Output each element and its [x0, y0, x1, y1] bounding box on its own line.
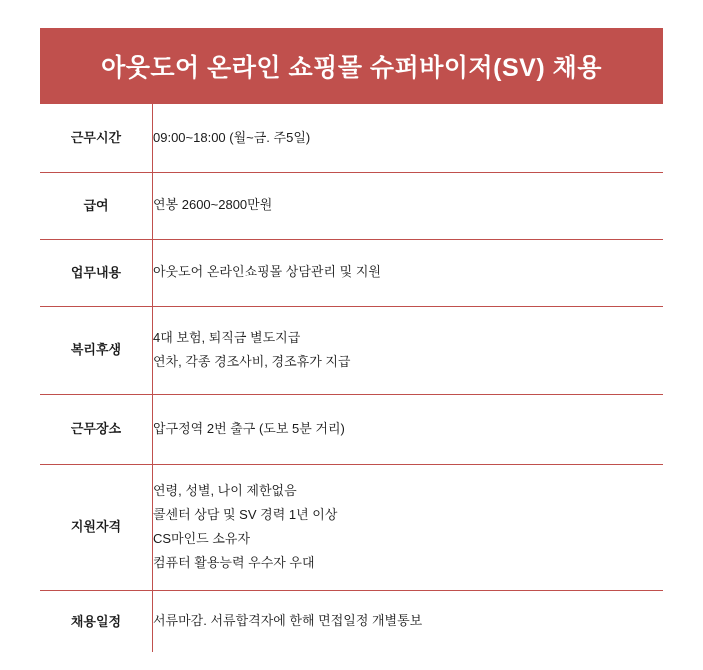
- table-row: [40, 394, 663, 464]
- row-value-line: 09:00~18:00 (월~금. 주5일): [153, 129, 311, 145]
- row-label: 지원자격: [40, 464, 153, 590]
- row-label: 근무장소: [40, 394, 153, 464]
- row-value: [153, 590, 664, 652]
- row-value-line: 아웃도어 온라인쇼핑몰 상담관리 및 지원: [153, 264, 381, 280]
- row-value: [153, 104, 664, 172]
- table-row: [40, 172, 663, 239]
- row-value-line: 컴퓨터 활용능력 우수자 우대: [153, 555, 315, 571]
- row-value: [153, 464, 664, 590]
- table-row: [40, 464, 663, 590]
- table-row: [40, 590, 663, 652]
- page-title: 아웃도어 온라인 쇼핑몰 슈퍼바이저(SV) 채용: [101, 54, 602, 82]
- row-value: [153, 239, 664, 306]
- row-label: 근무시간: [40, 104, 153, 172]
- row-value-line: 연봉 2600~2800만원: [153, 197, 273, 213]
- table-row: [40, 306, 663, 394]
- row-value: [153, 394, 664, 464]
- row-label: 급여: [40, 172, 153, 239]
- row-value-line: 콜센터 상담 및 SV 경력 1년 이상: [153, 506, 338, 522]
- row-value-line: 연차, 각종 경조사비, 경조휴가 지급: [153, 354, 351, 369]
- table-row: [40, 239, 663, 306]
- row-value-line: CS마인드 소유자: [153, 531, 251, 546]
- table-row: [40, 104, 663, 172]
- row-value: [153, 306, 664, 394]
- banner: [40, 28, 663, 104]
- row-value-line: 서류마감. 서류합격자에 한해 면접일정 개별통보: [153, 613, 423, 629]
- row-value-line: 압구정역 2번 출구 (도보 5분 거리): [153, 420, 345, 436]
- row-label: 업무내용: [40, 239, 153, 306]
- row-value: [153, 172, 664, 239]
- job-details-table: [40, 104, 663, 652]
- row-label: 채용일정: [40, 590, 153, 652]
- row-label: 복리후생: [40, 306, 153, 394]
- row-value-line: 연령, 성별, 나이 제한없음: [153, 482, 297, 498]
- row-value-line: 4대 보험, 퇴직금 별도지급: [153, 329, 301, 345]
